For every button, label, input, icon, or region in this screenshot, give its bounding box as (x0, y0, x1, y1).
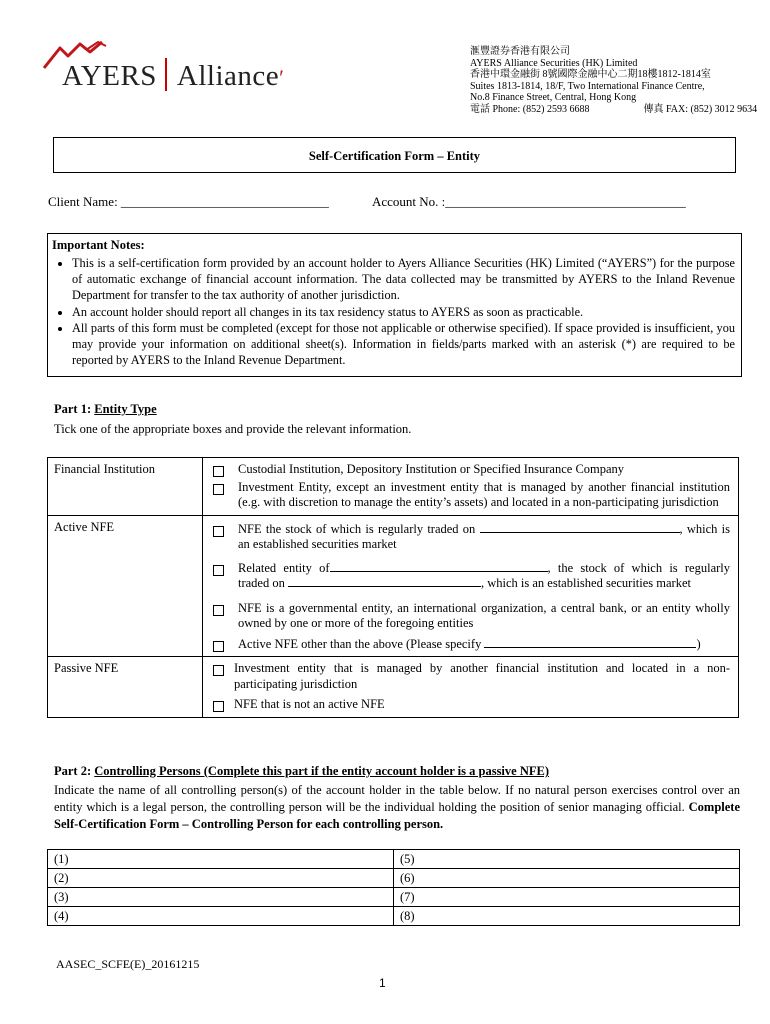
note-item: • An account holder should report all changes in its tax residency status to AYERS as soon as practicable. (72, 304, 735, 320)
table-row (48, 907, 740, 926)
contact-line (470, 104, 757, 116)
checkbox[interactable] (213, 641, 224, 652)
controlling-person-field[interactable]: (7) (394, 888, 740, 907)
controlling-person-field[interactable]: (6) (394, 869, 740, 888)
option-governmental-entity: NFE is a governmental entity, an international organization, a central bank, or an entity wholly owned by one or more of the foregoing entities (211, 601, 730, 632)
form-title: Self-Certification Form – Entity (53, 137, 736, 173)
notes-heading: Important Notes: (52, 238, 145, 252)
notes-list (52, 255, 735, 368)
option-related-entity: Related entity of , the stock of which is regularly traded on , which is an established securities market (211, 561, 730, 592)
related-entity-blank[interactable] (330, 561, 548, 572)
controlling-person-field[interactable]: (4) (48, 907, 394, 926)
controlling-person-field[interactable]: (8) (394, 907, 740, 926)
checkbox[interactable] (213, 665, 224, 676)
exchange-name-blank[interactable] (480, 522, 680, 533)
controlling-persons-table (47, 849, 740, 926)
option-not-active-nfe: NFE that is not an active NFE (211, 697, 730, 713)
entity-type-table (47, 457, 739, 718)
checkbox[interactable] (213, 526, 224, 537)
page-number: 1 (379, 976, 386, 990)
option-managed-investment-entity: Investment entity that is managed by another financial institution and located in a non-participating jurisdiction (211, 661, 730, 692)
logo-wordmark (62, 58, 284, 93)
option-other-active-nfe: Active NFE other than the above (Please specify ) (211, 637, 730, 653)
note-item: • All parts of this form must be completed (except for those not applicable or otherwise specified). If space provided is insufficient, you may provide your information on additional sheet(s). Information in fields/parts marked with an asterisk (*) are required to be reported by AYERS to the Inland Revenue Department. (72, 320, 735, 369)
logo-accent-icon: ′ (279, 65, 285, 90)
category-financial-institution: Financial Institution (48, 458, 203, 516)
address-cn: 香港中環金融街 8號國際金融中心二期18樓1812-1814室 (470, 69, 711, 81)
option-investment-entity: Investment Entity, except an investment entity that is managed by another financial institution (e.g. with discretion to manage the entity’s assets) and located in a non-participating jurisdiction (211, 480, 730, 511)
phone: 電話 Phone: (852) 2593 6688 (470, 103, 590, 115)
table-row (48, 869, 740, 888)
controlling-person-field[interactable]: (2) (48, 869, 394, 888)
part2-label: Part 2: (54, 764, 95, 778)
checkbox[interactable] (213, 466, 224, 477)
category-active-nfe: Active NFE (48, 515, 203, 657)
part2-title: Controlling Persons (Complete this part if the entity account holder is a passive NFE) (94, 764, 549, 778)
controlling-person-field[interactable]: (5) (394, 850, 740, 869)
part1-instruction: Tick one of the appropriate boxes and provide the relevant information. (54, 422, 412, 436)
row-active-nfe (48, 515, 739, 657)
logo-text-ayers: AYERS (62, 60, 157, 92)
table-row (48, 888, 740, 907)
part2-instructions: Indicate the name of all controlling person(s) of the account holder in the table below. If no natural person exercises control over an entity which is a legal person, the controlling person will be the individual holding the position of senior managing official. Complete Self-Certification Form – Controlling Person for each controlling person. (54, 783, 740, 831)
address-en-line1: Suites 1813-1814, 18/F, Two International Finance Centre, (470, 80, 705, 92)
controlling-person-field[interactable]: (1) (48, 850, 394, 869)
logo-text-alliance: Alliance (176, 60, 280, 92)
checkbox[interactable] (213, 605, 224, 616)
checkbox[interactable] (213, 565, 224, 576)
option-custodial: Custodial Institution, Depository Institution or Specified Insurance Company (211, 462, 730, 478)
fax: 傳真 FAX: (852) 3012 9634 (643, 103, 758, 115)
table-row (48, 850, 740, 869)
part2-bold-instruction: Complete Self-Certification Form – Controlling Person for each controlling person. (54, 800, 740, 831)
part1-title: Entity Type (94, 402, 157, 416)
category-passive-nfe: Passive NFE (48, 657, 203, 718)
client-name-field[interactable]: Client Name: ________________________________ (48, 194, 329, 209)
company-address-block (470, 46, 757, 116)
row-passive-nfe (48, 657, 739, 718)
related-exchange-blank[interactable] (288, 576, 481, 587)
checkbox[interactable] (213, 701, 224, 712)
part2-heading (54, 764, 549, 779)
part1-label: Part 1: (54, 402, 95, 416)
note-item: • This is a self-certification form provided by an account holder to Ayers Alliance Securities (HK) Limited (“AYERS”) for the purpose of automatic exchange of financial account information. The data collected may be transmitted by AYERS to the Inland Revenue Department for transfer to the tax authority of another jurisdiction. (72, 255, 735, 304)
company-name-en: AYERS Alliance Securities (HK) Limited (470, 57, 638, 69)
checkbox[interactable] (213, 484, 224, 495)
address-en-line2: No.8 Finance Street, Central, Hong Kong (470, 92, 637, 104)
controlling-person-field[interactable]: (3) (48, 888, 394, 907)
specify-blank[interactable] (484, 637, 696, 648)
logo-divider (165, 58, 167, 91)
company-name-cn: 滙豐證券香港有限公司 (470, 46, 570, 57)
account-no-field[interactable]: Account No. :_____________________________________ (372, 194, 686, 209)
option-listed-nfe: NFE the stock of which is regularly traded on , which is an established securities market (211, 522, 730, 553)
part1-heading (54, 402, 157, 417)
form-code: AASEC_SCFE(E)_20161215 (56, 957, 200, 971)
row-financial-institution (48, 458, 739, 516)
important-notes (47, 233, 742, 377)
